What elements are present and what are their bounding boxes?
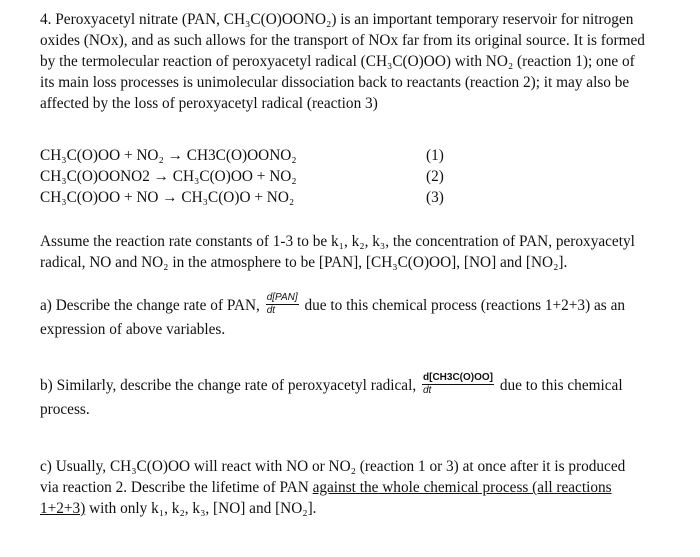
question-a-text: due to this chemical process (reactions 1+2+3) as an: [300, 297, 626, 315]
fraction-numerator: d[CH3C(O)OO]: [423, 372, 493, 383]
fraction-denominator: dt: [423, 385, 432, 396]
question-b-text: due to this chemical: [496, 377, 623, 395]
question-b-line-2: process.: [40, 401, 90, 418]
question-a: [40, 294, 668, 340]
reaction-3-equation: CH₃C(O)OO + NO → CH₃C(O)O + NO₂: [40, 189, 295, 206]
question-b-line-1: [40, 374, 668, 399]
question-c-text: with only k₁, k₂, k₃, [NO] and [NO₂].: [85, 500, 317, 517]
reaction-1-equation: CH₃C(O)OO + NO₂ → CH3C(O)OONO₂: [40, 147, 297, 164]
dradical-dt-fraction: [422, 372, 494, 397]
reaction-2-equation: CH₃C(O)OONO2 → CH₃C(O)OO + NO₂: [40, 168, 297, 185]
question-a-line-1: [40, 294, 668, 319]
intro-line: 4. Peroxyacetyl nitrate (PAN, CH₃C(O)OONO₂) is an important temporary reservoir for nitrogen: [40, 11, 634, 28]
fraction-numerator: d[PAN]: [266, 292, 298, 303]
reaction-3-number: (3): [426, 189, 444, 206]
underlined-text: against the whole chemical process (all reactions: [312, 479, 612, 496]
assumption-paragraph: [40, 231, 668, 273]
fraction-denominator: dt: [266, 305, 276, 316]
intro-line: affected by the loss of peroxyacetyl radical (reaction 3): [40, 95, 378, 112]
intro-line: its main loss processes is unimolecular dissociation back to reactants (reaction 2); it may also be: [40, 74, 630, 91]
question-c-line-3: [40, 498, 668, 519]
reaction-1-number: (1): [426, 147, 444, 164]
dpan-dt-fraction: [266, 292, 299, 317]
question-c-line-2: [40, 477, 668, 498]
intro-line: oxides (NOx), and as such allows for the transport of NOx far from its original source. It is formed: [40, 32, 645, 49]
question-c-text: via reaction 2. Describe the lifetime of PAN: [40, 479, 313, 496]
assumption-line: radical, NO and NO₂ in the atmosphere to be [PAN], [CH₃C(O)OO], [NO] and [NO₂].: [40, 254, 568, 271]
question-b: [40, 374, 668, 420]
intro-paragraph: [40, 9, 668, 114]
question-a-text: a) Describe the change rate of PAN,: [40, 297, 264, 315]
question-c: [40, 456, 668, 519]
question-b-text: b) Similarly, describe the change rate of peroxyacetyl radical,: [40, 377, 420, 395]
question-c-line-1: c) Usually, CH₃C(O)OO will react with NO or NO₂ (reaction 1 or 3) at once after it is produced: [40, 458, 626, 475]
intro-line: by the termolecular reaction of peroxyacetyl radical (CH₃C(O)OO) with NO₂ (reaction 1); one of: [40, 53, 635, 70]
question-a-line-2: expression of above variables.: [40, 321, 226, 338]
assumption-line: Assume the reaction rate constants of 1-3 to be k₁, k₂, k₃, the concentration of PAN, peroxyacetyl: [40, 233, 635, 250]
underlined-text: 1+2+3): [40, 500, 86, 517]
reaction-2-number: (2): [426, 168, 444, 185]
